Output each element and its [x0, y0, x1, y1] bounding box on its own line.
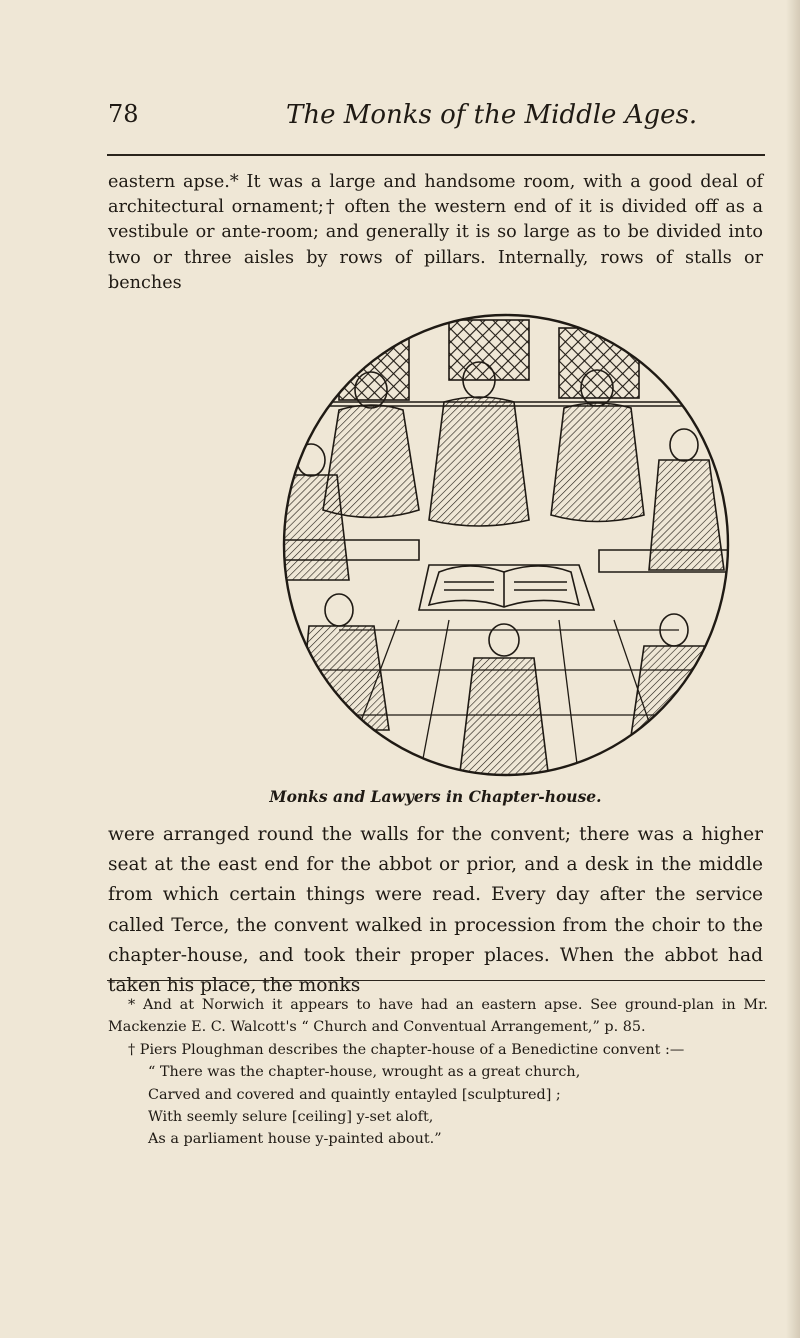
- woodcut-illustration: [279, 310, 734, 780]
- illustration-drawing: [279, 310, 734, 780]
- footnote-poem: [108, 1061, 768, 1151]
- body-paragraph-2: were arranged round the walls for the convent; there was a higher seat at the east end for the abbot or prior, and a desk in the middle from which certain things were read. Every day after the service called Terce, the convent walked in procession from the choir to the chapter-house, and took their proper places. When the abbot had taken his place, the monks: [108, 824, 763, 997]
- running-header: [108, 100, 768, 144]
- poem-line: “ There was the chapter-house, wrought as a great church,: [148, 1064, 581, 1081]
- body-paragraph-1: eastern apse.* It was a large and handsome room, with a good deal of architectural ornament;† often the western end of it is divided off as a vestibule or ante-room; and generally it is so large as to be divided into two or three aisles by rows of pillars. Internally, rows of stalls or benches: [108, 172, 763, 293]
- poem-line: As a parliament house y-painted about.”: [148, 1131, 442, 1148]
- figure-caption: Monks and Lawyers in Chapter-house.: [269, 787, 602, 806]
- footnotes: [108, 994, 768, 1151]
- page-number: 78: [108, 100, 139, 128]
- footnote-1: * And at Norwich it appears to have had an eastern apse. See ground-plan in Mr. Mackenzie E. C. Walcott's “ Church and Conventual Arrangement,” p. 85.: [108, 997, 768, 1036]
- poem-line: Carved and covered and quaintly entayled [sculptured] ;: [148, 1086, 561, 1103]
- footnote-2: † Piers Ploughman describes the chapter-house of a Benedictine convent :—: [128, 1041, 685, 1058]
- running-title: The Monks of the Middle Ages.: [286, 100, 698, 130]
- footnote-rule: [107, 980, 765, 981]
- poem-line: With seemly selure [ceiling] y-set aloft,: [148, 1109, 434, 1126]
- page-edge-shadow: [786, 0, 800, 1338]
- header-rule: [107, 154, 765, 156]
